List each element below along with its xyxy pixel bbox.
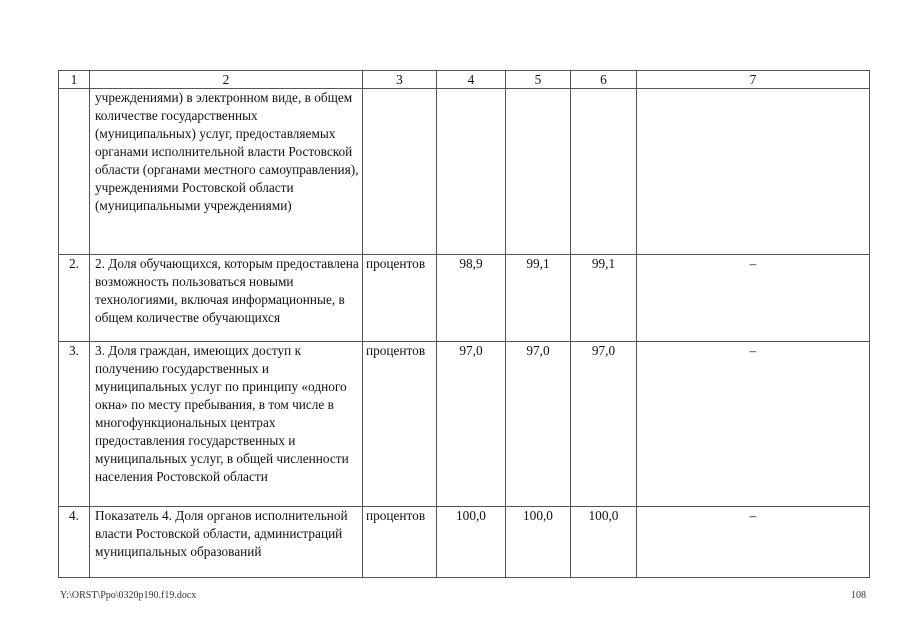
row-description: 3. Доля граждан, имеющих доступ к получению государственных и муниципальных услуг по принципу «одного окна» по месту пребывания, в том числе в многофункциональных центрах предоставления государственных и муниципальных услуг, в общей численности населения Ростовской области: [90, 342, 363, 507]
column-header: 1: [59, 71, 90, 89]
column-header: 7: [637, 71, 870, 89]
row-value-6: 97,0: [571, 342, 637, 507]
row-value-6: [571, 89, 637, 255]
row-note: –: [637, 342, 870, 507]
header-row: [59, 71, 870, 89]
row-unit: процентов: [363, 255, 437, 342]
row-value-5: 97,0: [506, 342, 571, 507]
row-description: 2. Доля обучающихся, которым предоставлена возможность пользоваться новыми технологиями, включая информационные, в общем количестве обучающихся: [90, 255, 363, 342]
row-value-6: 99,1: [571, 255, 637, 342]
row-value-5: 99,1: [506, 255, 571, 342]
row-note: –: [637, 255, 870, 342]
row-value-5: [506, 89, 571, 255]
row-description: учреждениями) в электронном виде, в общем количестве государственных (муниципальных) услуг, предоставляемых органами исполнительной власти Ростовской области (органами местного самоуправления), учреждениями Ростовской области (муниципальными учреждениями): [90, 89, 363, 255]
row-note: [637, 89, 870, 255]
row-unit: процентов: [363, 507, 437, 578]
table-row: [59, 89, 870, 255]
row-value-4: [437, 89, 506, 255]
column-header: 6: [571, 71, 637, 89]
row-value-5: 100,0: [506, 507, 571, 578]
row-note: –: [637, 507, 870, 578]
row-value-4: 98,9: [437, 255, 506, 342]
row-value-6: 100,0: [571, 507, 637, 578]
page-number: 108: [851, 590, 866, 601]
row-number: [59, 89, 90, 255]
row-description: Показатель 4. Доля органов исполнительной власти Ростовской области, администраций муниципальных образований: [90, 507, 363, 578]
table-row: [59, 507, 870, 578]
row-number: 2.: [59, 255, 90, 342]
row-unit: процентов: [363, 342, 437, 507]
indicators-table: [58, 70, 870, 578]
row-value-4: 100,0: [437, 507, 506, 578]
row-number: 4.: [59, 507, 90, 578]
column-header: 5: [506, 71, 571, 89]
row-unit: [363, 89, 437, 255]
row-value-4: 97,0: [437, 342, 506, 507]
table-row: [59, 255, 870, 342]
column-header: 4: [437, 71, 506, 89]
file-path: Y:\ORST\Ppo\0320p190.f19.docx: [60, 590, 197, 601]
row-number: 3.: [59, 342, 90, 507]
table-row: [59, 342, 870, 507]
column-header: 3: [363, 71, 437, 89]
column-header: 2: [90, 71, 363, 89]
